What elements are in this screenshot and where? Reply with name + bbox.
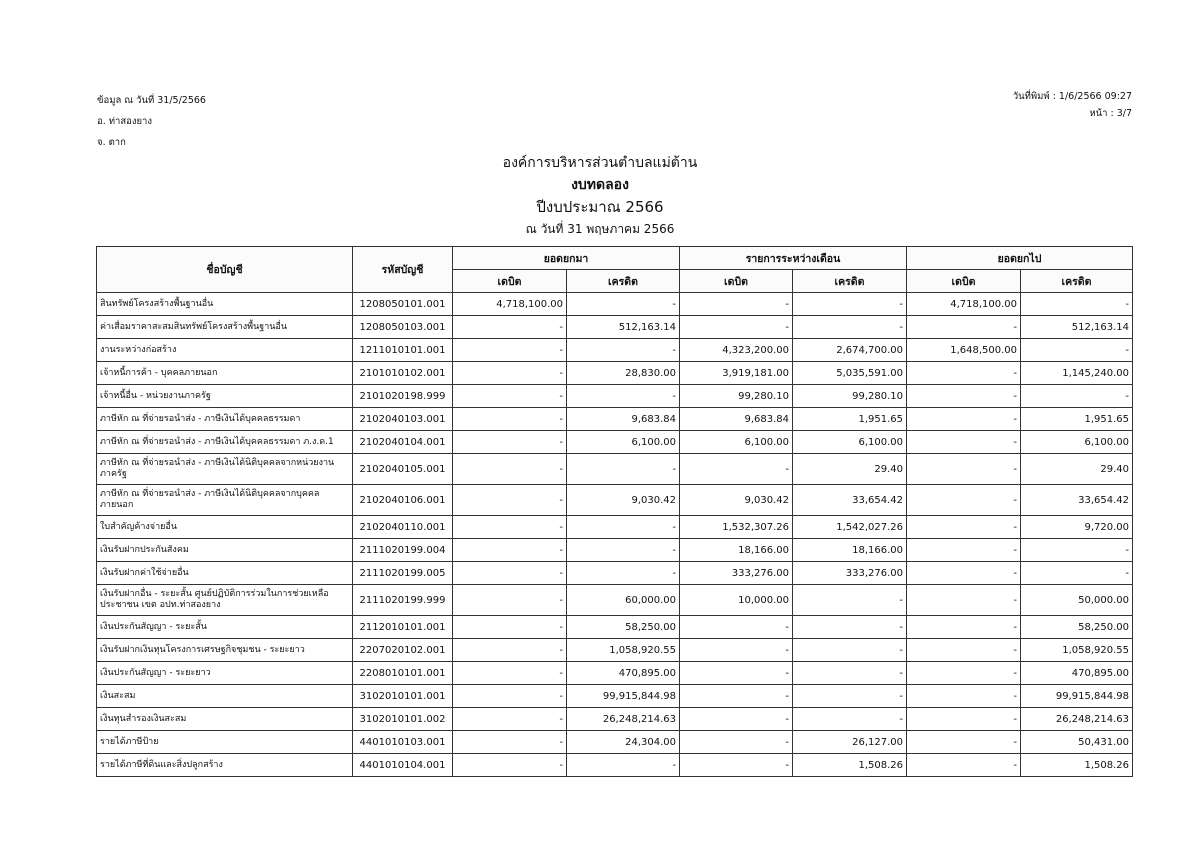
monthly-credit-cell: -: [793, 685, 907, 708]
cf-debit-cell: -: [907, 516, 1021, 539]
account-code-cell: 2111020199.005: [353, 562, 453, 585]
bf-credit-cell: 470,895.00: [567, 662, 680, 685]
bf-credit-cell: 9,683.84: [567, 408, 680, 431]
cf-debit-cell: -: [907, 585, 1021, 616]
monthly-debit-cell: -: [680, 708, 793, 731]
monthly-credit-cell: 26,127.00: [793, 731, 907, 754]
bf-debit-cell: -: [453, 485, 567, 516]
cf-debit-cell: -: [907, 562, 1021, 585]
monthly-debit-cell: -: [680, 731, 793, 754]
bf-debit-cell: -: [453, 431, 567, 454]
cf-debit-cell: -: [907, 485, 1021, 516]
account-name-cell: เจ้าหนี้อื่น - หน่วยงานภาครัฐ: [97, 385, 353, 408]
bf-debit-cell: -: [453, 685, 567, 708]
header-m-debit: เดบิต: [680, 270, 793, 293]
bf-credit-cell: 26,248,214.63: [567, 708, 680, 731]
header-bf-debit: เดบิต: [453, 270, 567, 293]
bf-credit-cell: -: [567, 385, 680, 408]
account-name-cell: เงินรับฝากอื่น - ระยะสั้น ศูนย์ปฏิบัติการร่วมในการช่วยเหลือประชาชน เขต อปท.ท่าสองยาง: [97, 585, 353, 616]
cf-debit-cell: -: [907, 639, 1021, 662]
district: อ. ท่าสองยาง: [97, 116, 153, 127]
cf-credit-cell: 1,951.65: [1021, 408, 1133, 431]
bf-credit-cell: 58,250.00: [567, 616, 680, 639]
report-meta-left: [97, 90, 206, 153]
bf-debit-cell: -: [453, 562, 567, 585]
monthly-credit-cell: 5,035,591.00: [793, 362, 907, 385]
account-code-cell: 2111020199.004: [353, 539, 453, 562]
table-row: [97, 485, 1133, 516]
bf-debit-cell: -: [453, 639, 567, 662]
monthly-credit-cell: 333,276.00: [793, 562, 907, 585]
account-code-cell: 2102040110.001: [353, 516, 453, 539]
report-titles: [0, 152, 1200, 240]
account-code-cell: 2102040105.001: [353, 454, 453, 485]
bf-credit-cell: -: [567, 562, 680, 585]
bf-debit-cell: -: [453, 708, 567, 731]
table-row: [97, 754, 1133, 777]
bf-debit-cell: -: [453, 585, 567, 616]
cf-credit-cell: 512,163.14: [1021, 316, 1133, 339]
account-code-cell: 3102010101.002: [353, 708, 453, 731]
header-bf-credit: เครดิต: [567, 270, 680, 293]
table-row: [97, 516, 1133, 539]
cf-debit-cell: -: [907, 685, 1021, 708]
account-code-cell: 3102010101.001: [353, 685, 453, 708]
account-code-cell: 2102040104.001: [353, 431, 453, 454]
bf-debit-cell: -: [453, 362, 567, 385]
account-code-cell: 1211010101.001: [353, 339, 453, 362]
account-code-cell: 2102040106.001: [353, 485, 453, 516]
monthly-credit-cell: 1,542,027.26: [793, 516, 907, 539]
cf-debit-cell: -: [907, 616, 1021, 639]
monthly-debit-cell: 333,276.00: [680, 562, 793, 585]
trial-balance-table: [96, 246, 1133, 777]
cf-debit-cell: 4,718,100.00: [907, 293, 1021, 316]
account-code-cell: 4401010104.001: [353, 754, 453, 777]
table-row: [97, 539, 1133, 562]
bf-credit-cell: -: [567, 454, 680, 485]
account-name-cell: เงินรับฝากค่าใช้จ่ายอื่น: [97, 562, 353, 585]
account-name-cell: เงินรับฝากเงินทุนโครงการเศรษฐกิจชุมชน - ระยะยาว: [97, 639, 353, 662]
table-row: [97, 431, 1133, 454]
account-name-cell: ภาษีหัก ณ ที่จ่ายรอนำส่ง - ภาษีเงินได้นิติบุคคลจากบุคคลภายนอก: [97, 485, 353, 516]
cf-debit-cell: -: [907, 754, 1021, 777]
table-row: [97, 616, 1133, 639]
account-name-cell: รายได้ภาษีที่ดินและสิ่งปลูกสร้าง: [97, 754, 353, 777]
organization-title: องค์การบริหารส่วนตำบลแม่ต้าน: [502, 155, 698, 171]
cf-credit-cell: -: [1021, 562, 1133, 585]
table-row: [97, 562, 1133, 585]
bf-credit-cell: -: [567, 339, 680, 362]
bf-credit-cell: 24,304.00: [567, 731, 680, 754]
cf-debit-cell: -: [907, 539, 1021, 562]
header-cf-credit: เครดิต: [1021, 270, 1133, 293]
cf-debit-cell: -: [907, 454, 1021, 485]
monthly-debit-cell: 9,683.84: [680, 408, 793, 431]
account-code-cell: 4401010103.001: [353, 731, 453, 754]
cf-credit-cell: 29.40: [1021, 454, 1133, 485]
bf-debit-cell: -: [453, 616, 567, 639]
monthly-debit-cell: -: [680, 685, 793, 708]
account-name-cell: เงินทุนสำรองเงินสะสม: [97, 708, 353, 731]
account-name-cell: เงินรับฝากประกันสังคม: [97, 539, 353, 562]
account-name-cell: รายได้ภาษีป้าย: [97, 731, 353, 754]
table-row: [97, 385, 1133, 408]
bf-debit-cell: -: [453, 539, 567, 562]
account-name-cell: สินทรัพย์โครงสร้างพื้นฐานอื่น: [97, 293, 353, 316]
monthly-credit-cell: 6,100.00: [793, 431, 907, 454]
account-code-cell: 2207020102.001: [353, 639, 453, 662]
bf-credit-cell: 99,915,844.98: [567, 685, 680, 708]
bf-credit-cell: -: [567, 516, 680, 539]
account-name-cell: งานระหว่างก่อสร้าง: [97, 339, 353, 362]
monthly-debit-cell: -: [680, 293, 793, 316]
bf-credit-cell: 9,030.42: [567, 485, 680, 516]
monthly-credit-cell: 29.40: [793, 454, 907, 485]
bf-debit-cell: -: [453, 731, 567, 754]
account-code-cell: 2112010101.001: [353, 616, 453, 639]
cf-credit-cell: 50,000.00: [1021, 585, 1133, 616]
account-name-cell: ภาษีหัก ณ ที่จ่ายรอนำส่ง - ภาษีเงินได้นิติบุคคลจากหน่วยงานภาครัฐ: [97, 454, 353, 485]
cf-credit-cell: 50,431.00: [1021, 731, 1133, 754]
account-code-cell: 1208050103.001: [353, 316, 453, 339]
table-row: [97, 708, 1133, 731]
cf-debit-cell: -: [907, 731, 1021, 754]
cf-credit-cell: 58,250.00: [1021, 616, 1133, 639]
monthly-credit-cell: -: [793, 662, 907, 685]
header-carried-forward: ยอดยกไป: [907, 247, 1133, 270]
cf-credit-cell: 470,895.00: [1021, 662, 1133, 685]
bf-debit-cell: -: [453, 454, 567, 485]
bf-credit-cell: -: [567, 754, 680, 777]
account-name-cell: ภาษีหัก ณ ที่จ่ายรอนำส่ง - ภาษีเงินได้บุคคลธรรมดา ภ.ง.ด.1: [97, 431, 353, 454]
table-row: [97, 454, 1133, 485]
header-m-credit: เครดิต: [793, 270, 907, 293]
header-brought-forward: ยอดยกมา: [453, 247, 680, 270]
monthly-debit-cell: -: [680, 754, 793, 777]
account-code-cell: 2101010102.001: [353, 362, 453, 385]
account-name-cell: เงินสะสม: [97, 685, 353, 708]
bf-credit-cell: 6,100.00: [567, 431, 680, 454]
bf-debit-cell: -: [453, 316, 567, 339]
table-row: [97, 585, 1133, 616]
account-name-cell: เงินประกันสัญญา - ระยะสั้น: [97, 616, 353, 639]
as-of-date: ณ วันที่ 31 พฤษภาคม 2566: [525, 222, 675, 236]
cf-debit-cell: -: [907, 708, 1021, 731]
monthly-credit-cell: 33,654.42: [793, 485, 907, 516]
monthly-debit-cell: 9,030.42: [680, 485, 793, 516]
monthly-debit-cell: 99,280.10: [680, 385, 793, 408]
bf-debit-cell: -: [453, 516, 567, 539]
monthly-credit-cell: -: [793, 293, 907, 316]
monthly-credit-cell: -: [793, 639, 907, 662]
cf-debit-cell: -: [907, 408, 1021, 431]
monthly-debit-cell: -: [680, 662, 793, 685]
monthly-credit-cell: 1,951.65: [793, 408, 907, 431]
bf-debit-cell: -: [453, 754, 567, 777]
cf-debit-cell: -: [907, 385, 1021, 408]
monthly-debit-cell: 18,166.00: [680, 539, 793, 562]
cf-credit-cell: 1,508.26: [1021, 754, 1133, 777]
cf-credit-cell: -: [1021, 539, 1133, 562]
cf-credit-cell: 99,915,844.98: [1021, 685, 1133, 708]
account-code-cell: 2101020198.999: [353, 385, 453, 408]
table-row: [97, 316, 1133, 339]
monthly-credit-cell: -: [793, 616, 907, 639]
cf-credit-cell: -: [1021, 385, 1133, 408]
print-date: วันที่พิมพ์ : 1/6/2566 09:27: [1012, 91, 1132, 102]
bf-credit-cell: 1,058,920.55: [567, 639, 680, 662]
account-name-cell: เงินประกันสัญญา - ระยะยาว: [97, 662, 353, 685]
header-account-code: รหัสบัญชี: [353, 247, 453, 293]
page-number: หน้า : 3/7: [1089, 108, 1132, 119]
monthly-credit-cell: 1,508.26: [793, 754, 907, 777]
table-row: [97, 639, 1133, 662]
monthly-debit-cell: -: [680, 316, 793, 339]
cf-credit-cell: 26,248,214.63: [1021, 708, 1133, 731]
table-row: [97, 662, 1133, 685]
cf-credit-cell: -: [1021, 293, 1133, 316]
bf-debit-cell: -: [453, 339, 567, 362]
table-row: [97, 408, 1133, 431]
account-name-cell: ค่าเสื่อมราคาสะสมสินทรัพย์โครงสร้างพื้นฐานอื่น: [97, 316, 353, 339]
cf-debit-cell: -: [907, 431, 1021, 454]
monthly-debit-cell: 1,532,307.26: [680, 516, 793, 539]
monthly-credit-cell: -: [793, 708, 907, 731]
monthly-debit-cell: 6,100.00: [680, 431, 793, 454]
header-cf-debit: เดบิต: [907, 270, 1021, 293]
bf-credit-cell: 512,163.14: [567, 316, 680, 339]
monthly-debit-cell: 3,919,181.00: [680, 362, 793, 385]
monthly-debit-cell: 10,000.00: [680, 585, 793, 616]
cf-credit-cell: 6,100.00: [1021, 431, 1133, 454]
monthly-credit-cell: -: [793, 316, 907, 339]
report-meta-right: [1013, 88, 1132, 122]
bf-credit-cell: 28,830.00: [567, 362, 680, 385]
province: จ. ตาก: [97, 137, 126, 148]
monthly-credit-cell: 99,280.10: [793, 385, 907, 408]
bf-debit-cell: -: [453, 408, 567, 431]
table-row: [97, 685, 1133, 708]
cf-credit-cell: -: [1021, 339, 1133, 362]
data-date: ข้อมูล ณ วันที่ 31/5/2566: [97, 95, 206, 106]
bf-credit-cell: -: [567, 539, 680, 562]
table-row: [97, 339, 1133, 362]
monthly-debit-cell: -: [680, 616, 793, 639]
monthly-debit-cell: 4,323,200.00: [680, 339, 793, 362]
monthly-debit-cell: -: [680, 454, 793, 485]
cf-credit-cell: 9,720.00: [1021, 516, 1133, 539]
account-name-cell: เจ้าหนี้การค้า - บุคคลภายนอก: [97, 362, 353, 385]
monthly-credit-cell: -: [793, 585, 907, 616]
account-name-cell: ภาษีหัก ณ ที่จ่ายรอนำส่ง - ภาษีเงินได้บุคคลธรรมดา: [97, 408, 353, 431]
account-code-cell: 1208050101.001: [353, 293, 453, 316]
header-monthly: รายการระหว่างเดือน: [680, 247, 907, 270]
bf-debit-cell: -: [453, 662, 567, 685]
table-row: [97, 362, 1133, 385]
bf-debit-cell: -: [453, 385, 567, 408]
monthly-credit-cell: 2,674,700.00: [793, 339, 907, 362]
monthly-debit-cell: -: [680, 639, 793, 662]
table-body: [97, 293, 1133, 777]
account-code-cell: 2102040103.001: [353, 408, 453, 431]
bf-credit-cell: 60,000.00: [567, 585, 680, 616]
cf-credit-cell: 33,654.42: [1021, 485, 1133, 516]
fiscal-year: ปีงบประมาณ 2566: [536, 198, 664, 216]
table-row: [97, 731, 1133, 754]
account-code-cell: 2111020199.999: [353, 585, 453, 616]
cf-debit-cell: 1,648,500.00: [907, 339, 1021, 362]
table-row: [97, 293, 1133, 316]
cf-credit-cell: 1,058,920.55: [1021, 639, 1133, 662]
cf-debit-cell: -: [907, 662, 1021, 685]
cf-credit-cell: 1,145,240.00: [1021, 362, 1133, 385]
account-name-cell: ใบสำคัญค้างจ่ายอื่น: [97, 516, 353, 539]
monthly-credit-cell: 18,166.00: [793, 539, 907, 562]
bf-credit-cell: -: [567, 293, 680, 316]
header-account-name: ชื่อบัญชี: [97, 247, 353, 293]
account-code-cell: 2208010101.001: [353, 662, 453, 685]
cf-debit-cell: -: [907, 316, 1021, 339]
report-title: งบทดลอง: [571, 177, 629, 193]
bf-debit-cell: 4,718,100.00: [453, 293, 567, 316]
cf-debit-cell: -: [907, 362, 1021, 385]
